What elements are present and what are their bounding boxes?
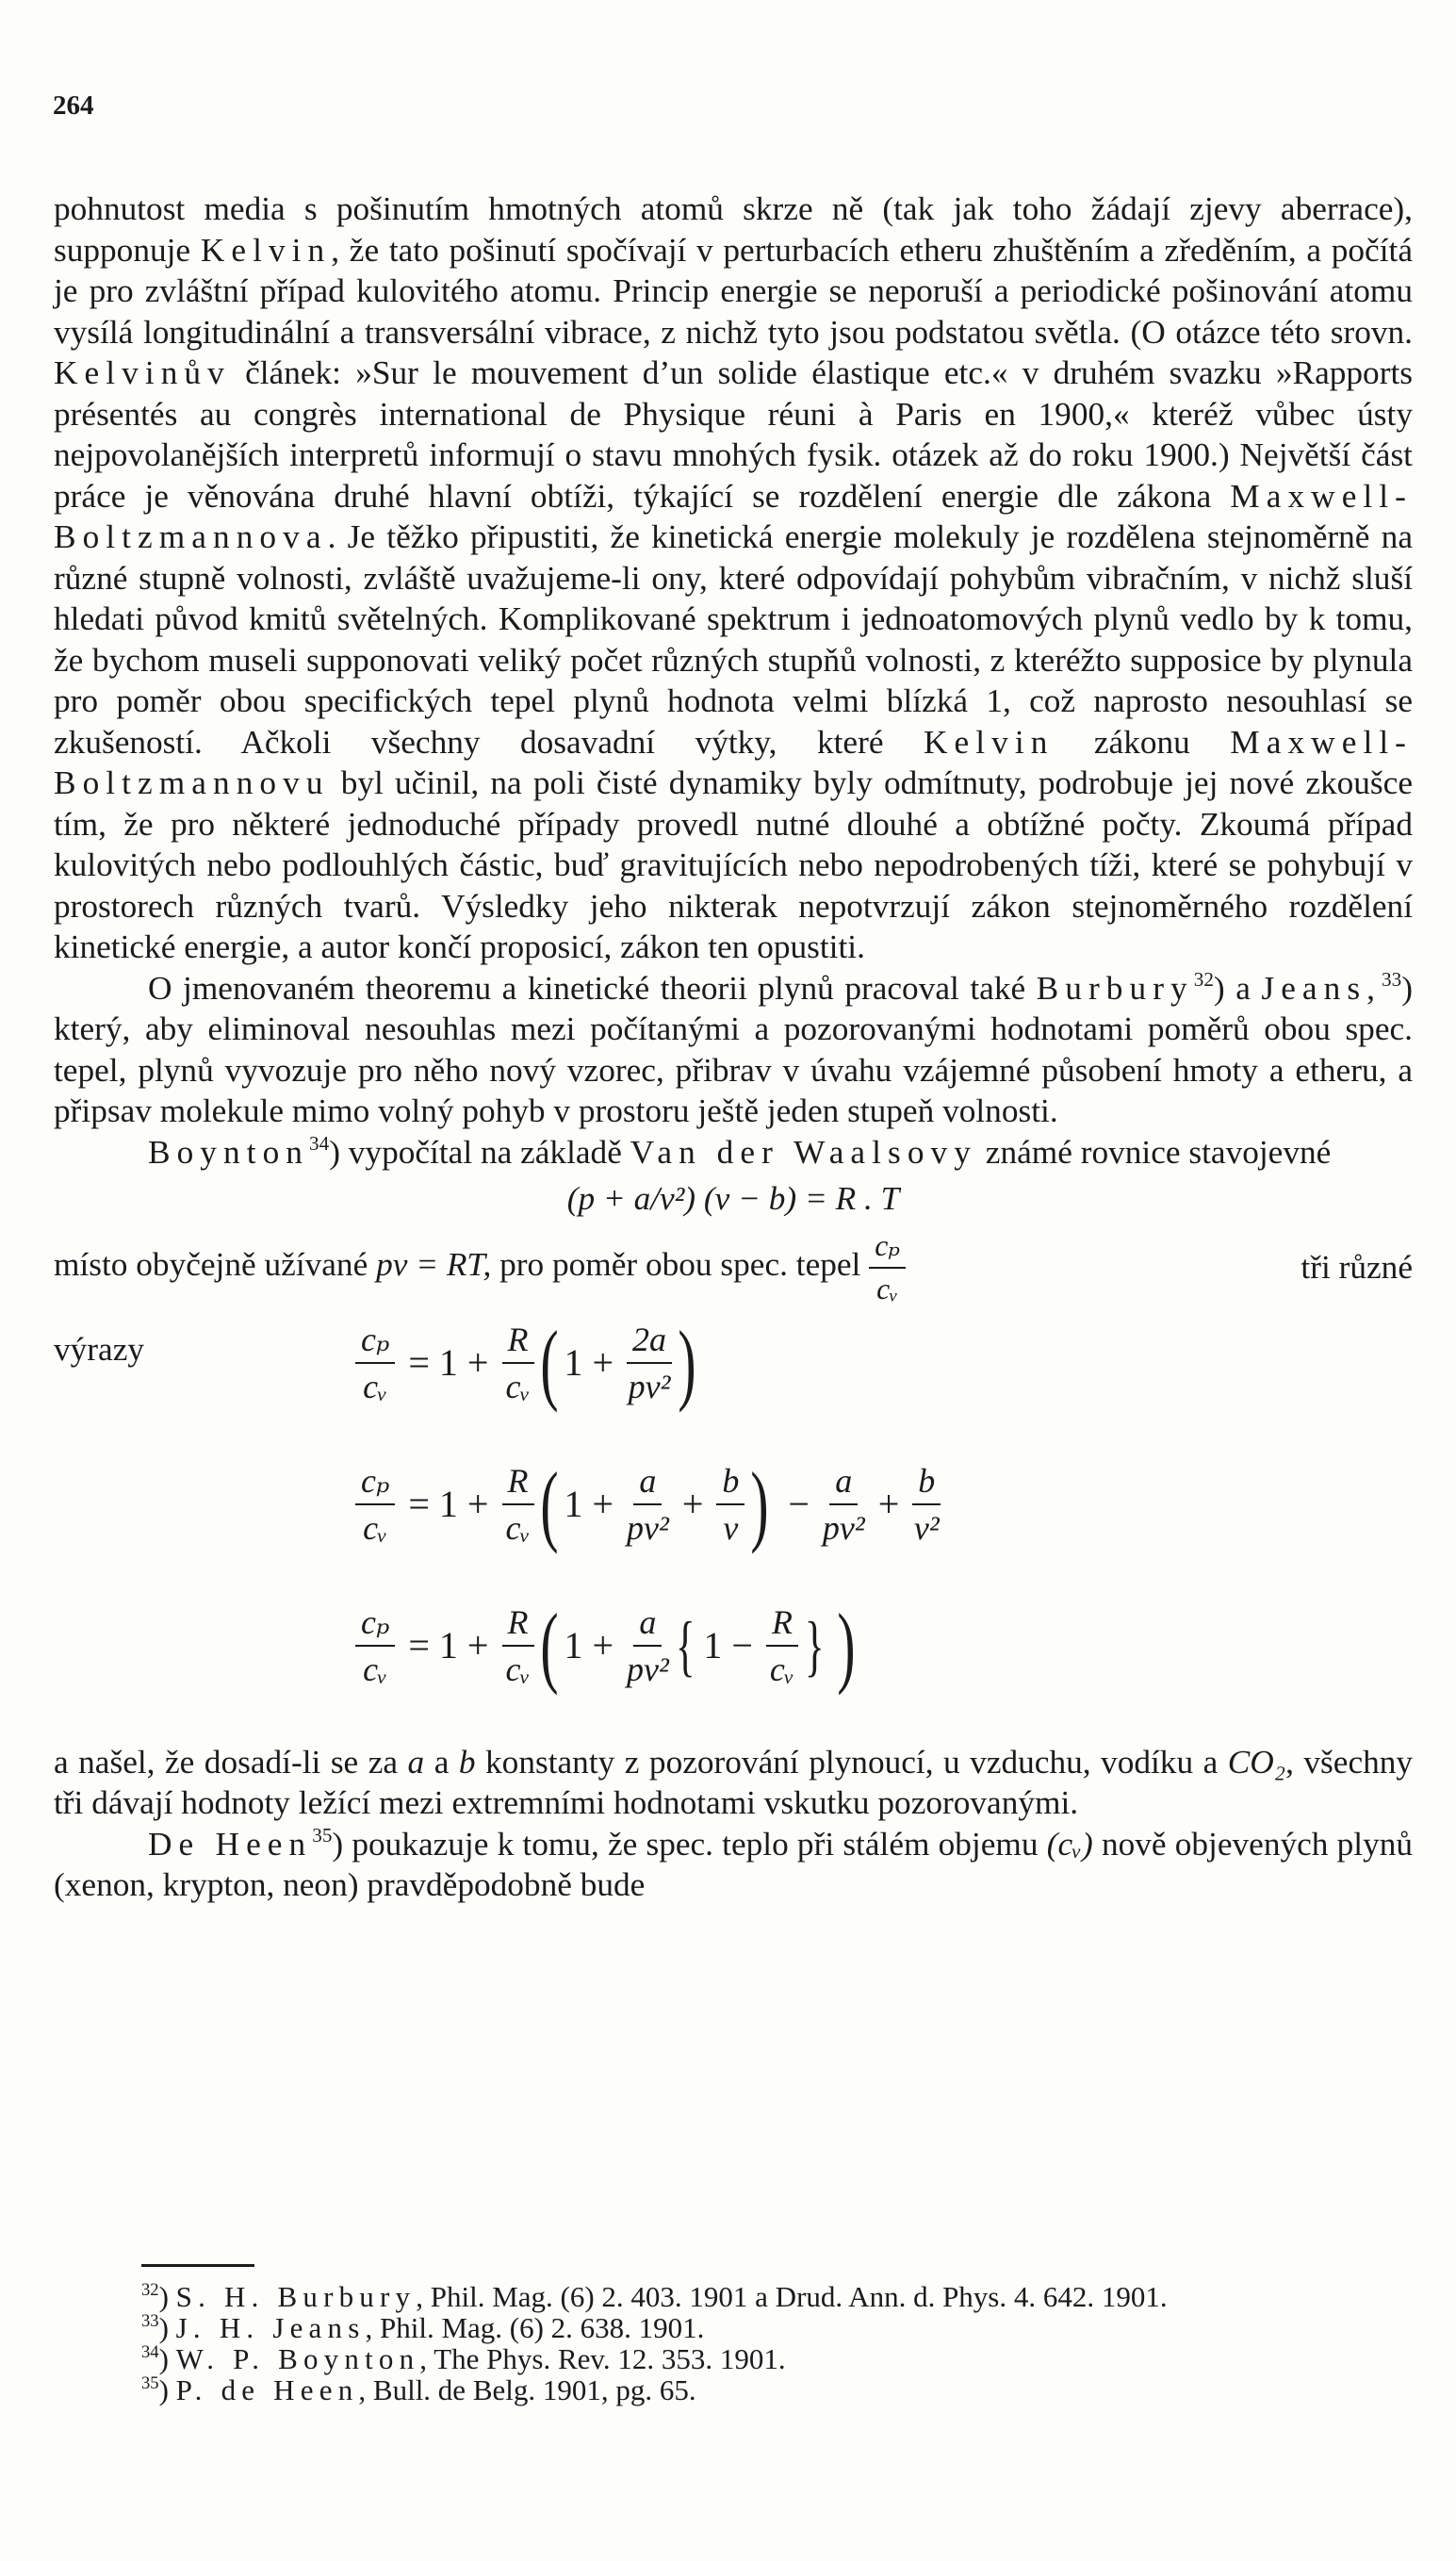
footnote-33: $^{33}$) J. H. Jeans, Phil. Mag. (6) 2. 638. 1901. [141, 2310, 705, 2344]
equation-1: $\frac{\text{cₚ}}{\text{cᵥ}}$ = 1 + $\frac{R}{\text{cᵥ}}$ ( 1 + $\frac{2a}{\text{pv²}}$ ) [355, 1318, 702, 1408]
main-text [54, 189, 1413, 1906]
footnote-ref-33: 33 [1382, 967, 1402, 991]
name-jeans: Jeans, [1261, 969, 1382, 1007]
label-vyrazy: výrazy [54, 1330, 145, 1368]
equation-state: (p + a/v²) (v − b) = R . T [566, 1180, 900, 1217]
equation-3: $\frac{\text{cₚ}}{\text{cᵥ}}$ = 1 + $\frac{R}{\text{cᵥ}}$ ( 1 + $\frac{a}{\text{pv²}}$ { 1 − $\frac{R}{\text{cᵥ}}$ } ) [355, 1601, 860, 1691]
name-maxwell-boltzmann-2: Maxwell-Boltzmannovu [54, 723, 1414, 801]
paragraph-1: pohnutost media s pošinutím hmotných atomů skrze ně (tak jak toho žádají zjevy aberrace), supponuje Kelvin, že tato pošinutí spočívají v perturbacích etheru zhuštěním a zředěním, a počítá je pro zvláštní případ kulovitého atomu. Princip energie se neporuší a periodické pošinování atomu vysílá longitudinální a transversální vibrace, z nichž tyto jsou podstatou světla. (O otázce této srovn. Kelvinův článek: »Sur le mouvement d’un solide élastique etc.« v druhém svazku »Rapports présentés au congrès international de Physique réuni à Paris en 1900,« kteréž vůbec ústy nejpovolanějších interpretů informují o stavu mnohých fysik. otázek až do roku 1900.) Největší část práce je věnována druhé hlavní obtíži, týkající se rozdělení energie dle zákona Maxwell-Boltzmannova. Je těžko připustiti, že kinetická energie molekuly je rozdělena stejnoměrně na různé stupně volnosti, zvláště uvažujeme-li ony, které odpovídají pohybům vibračním, v nichž sluší hledati původ kmitů světelných. Komplikované spektrum i jednoatomových plynů vedlo by k tomu, že bychom museli supponovati veliký počet různých stupňů volnosti, z kteréžto supposice by plynula pro poměr obou specifických tepel plynů hodnota velmi blízká 1, což naprosto nesouhlasí se zkušeností. Ačkoli všechny dosavadní výtky, které Kelvin zákonu Maxwell-Boltzmannovu byl učinil, na poli čisté dynamiky byly odmítnuty, podrobuje jej nové zkoušce tím, že pro některé jednoduché případy provedl nutné dlouhé a obtížné počty. Zkoumá případ kulovitých nebo podlouhlých částic, buď gravitujících nebo nepodrobených tíži, které se pohybují v prostorech různých tvarů. Výsledky jeho nikterak nepotvrzují zákon stejnoměrného rozdělení kinetické energie, a autor končí proposicí, zákon ten opustiti. [54, 190, 1414, 965]
equation-ideal-gas: pv = RT, [376, 1245, 492, 1283]
paragraph-5: De Heen$^{35}$) poukazuje k tomu, že spec. teplo při stálém objemu (cᵥ) nově objevených plynů (xenon, krypton, neon) pravděpodobně bude [54, 1823, 1414, 1903]
equation-2: $\frac{\text{cₚ}}{\text{cᵥ}}$ = 1 + $\frac{R}{\text{cᵥ}}$ ( 1 + $\frac{a}{\text{pv²}}$ + $\frac{b}{v}$ ) − $\frac{a}{\text{pv²}}$ + $\frac{b}{\text{v²}}$ [355, 1459, 941, 1550]
paragraph-3: Boynton$^{34}$) vypočítal na základě Van der Waalsovy známé rovnice stavojevné [148, 1131, 1332, 1171]
equation-block [54, 1308, 1413, 1742]
footnote-ref-35: 35 [312, 1823, 333, 1847]
footnote-34: $^{34}$) W. P. Boynton, The Phys. Rev. 12. 353. 1901. [141, 2341, 786, 2375]
fraction-cp-cv: $\frac{\text{cₚ}}{\text{cᵥ}}$ [869, 1231, 906, 1305]
name-kelvinuv: Kelvinův [54, 354, 231, 391]
paragraph-4: a našel, že dosadí-li se za a a b konstanty z pozorování plynoucí, u vzduchu, vodíku a CO₂, všechny tři dávají hodnoty ležící mezi extremními hodnotami vskutku pozorovanými. [54, 1743, 1414, 1821]
footnote-32: $^{32}$) S. H. Burbury, Phil. Mag. (6) 2. 403. 1901 a Drud. Ann. d. Phys. 4. 642. 1901. [141, 2279, 1168, 2313]
name-maxwell-boltzmann: Maxwell-Boltzmannova [54, 477, 1413, 555]
paragraph-2: O jmenovaném theoremu a kinetické theorii plynů pracoval také Burbury$^{32}$) a Jeans,$^{33}$) který, aby eliminoval nesouhlas mezi počítanými a pozorovanými hodnotami poměrů obou spec. tepel, plynů vyvozuje pro něho nový vzorec, přibrav v úvahu vzájemné působení hmoty a etheru, a připsav molekule mimo volný pohyb v prostoru ještě jeden stupeň volnosti. [54, 967, 1413, 1129]
name-kelvin: Kelvin [200, 231, 332, 269]
line-heat-ratio: místo obyčejně užívané pv = RT, pro poměr obou spec. tepel $\frac{\text{cₚ}}{\text{cᵥ}}$ tři různé [54, 1228, 1413, 1305]
name-kelvin-2: Kelvin [923, 723, 1055, 761]
name-burbury: Burbury [1036, 969, 1194, 1007]
footnote-35: $^{35}$) P. de Heen, Bull. de Belg. 1901, pg. 65. [141, 2372, 696, 2406]
footnote-ref-32: 32 [1193, 967, 1214, 991]
footnote-ref-34: 34 [309, 1131, 330, 1155]
page-number: 264 [53, 90, 94, 121]
footnotes [141, 2281, 1414, 2405]
footnote-rule [141, 2264, 254, 2267]
name-van-der-waals: Van der Waalsovy [630, 1133, 977, 1171]
name-de-heen: De Heen [148, 1825, 313, 1863]
name-boynton: Boynton [148, 1133, 310, 1171]
